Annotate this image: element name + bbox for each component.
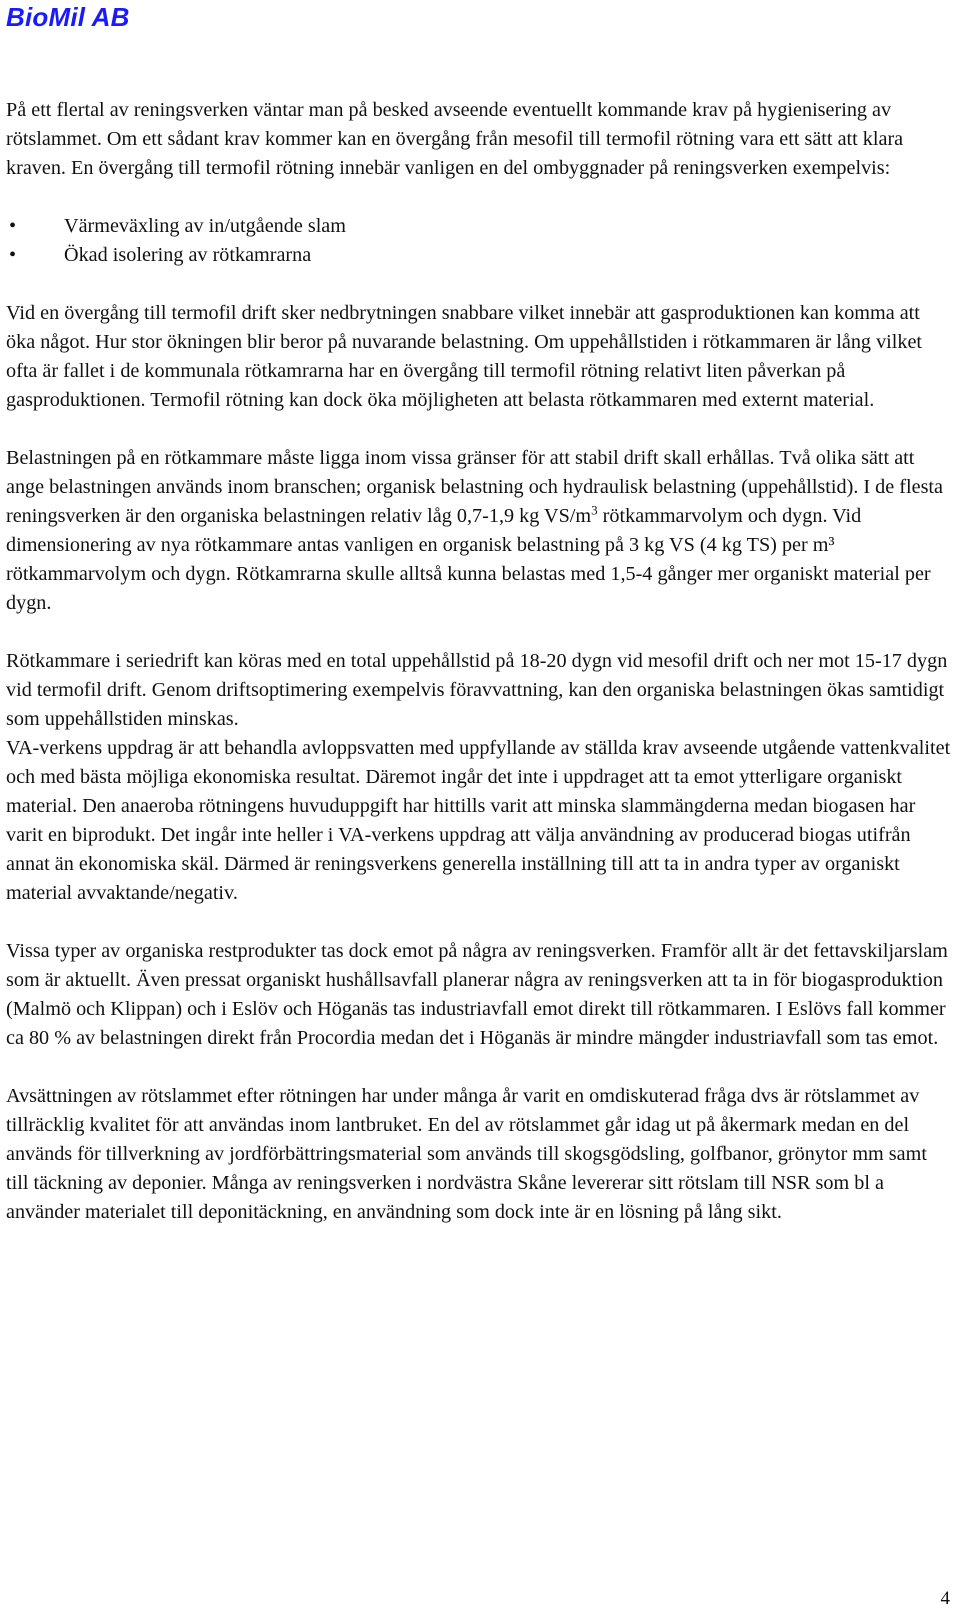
bullet-item <box>6 212 954 241</box>
paragraph-seriedrift: Rötkammare i seriedrift kan köras med en total uppehållstid på 18-20 dygn vid mesofil drift och ner mot 15-17 dygn vid termofil drift. Genom driftsoptimering exempelvis föravvattning, kan den organiska belastningen ökas samtidigt som uppehållstiden minskas. <box>6 650 948 730</box>
page-number: 4 <box>940 1588 950 1609</box>
company-name: BioMil AB <box>6 2 130 32</box>
paragraph-termofil-drift: Vid en övergång till termofil drift sker nedbrytningen snabbare vilket innebär att gasproduktionen kan komma att öka något. Hur stor ökningen blir beror på nuvarande belastning. Om uppehållstiden i rötkammaren är lång vilket ofta är fallet i de kommunala rötkamrarna har en övergång till termofil rötning relativt liten påverkan på gasproduktionen. Termofil rötning kan dock öka möjligheten att belasta rötkammaren med externt material. <box>6 302 923 411</box>
belastning-text-part1: Belastningen på en rötkammare måste ligga inom vissa gränser för att stabil drift skall erhållas. Två olika sätt att ange belastningen används inom branschen; organisk belastning och hydraulisk belastning (uppehållstid). I de flesta reningsverken är den organiska belastningen relativ låg 0,7-1,9 kg VS/m <box>6 447 943 527</box>
bullet-item <box>6 241 954 270</box>
superscript-three: 3 <box>591 502 598 518</box>
bullet-icon: • <box>9 244 17 266</box>
paragraph-hygienisering: På ett flertal av reningsverken väntar man på besked avseende eventuellt kommande krav på hygienisering av rötslammet. Om ett sådant krav kommer kan en övergång från mesofil till termofil rötning vara ett sätt att klara kraven. En övergång till termofil rötning innebär vanligen en del ombyggnader på reningsverken exempelvis: <box>6 99 904 179</box>
paragraph-avsattning: Avsättningen av rötslammet efter rötningen har under många år varit en omdiskuterad fråga dvs är rötslammet av tillräcklig kvalitet för att användas inom lantbruket. En del av rötslammet går idag ut på åkermark medan en del används för tillverkning av jordförbättringsmaterial som används till skogsgödsling, golfbanor, grönytor mm samt till täckning av deponier. Många av reningsverken i nordvästra Skåne levererar sitt rötslam till NSR som bl a använder materialet till deponitäckning, en användning som dock inte är en lösning på lång sikt. <box>6 1085 927 1223</box>
document-body <box>6 96 954 1256</box>
belastning-text-part2: rötkammarvolym och dygn. Vid dimensionering av nya rötkammare antas vanligen en organisk belastning på 3 kg VS (4 kg TS) per m³ rötkammarvolym och dygn. Rötkamrarna skulle alltså kunna belastas med 1,5-4 gånger mer organiskt material per dygn. <box>6 505 931 614</box>
paragraph-belastning <box>6 444 954 618</box>
bullet-text: Värmeväxling av in/utgående slam <box>64 215 346 237</box>
bullet-text: Ökad isolering av rötkamrarna <box>64 244 312 266</box>
paragraph-restprodukter: Vissa typer av organiska restprodukter tas dock emot på några av reningsverken. Framför allt är det fettavskiljarslam som är aktuellt. Även pressat organiskt hushållsavfall planerar några av reningsverken att ta in för biogasproduktion (Malmö och Klippan) och i Eslöv och Höganäs tas industriavfall emot direkt till rötkammaren. I Eslövs fall kommer ca 80 % av belastningen direkt från Procordia medan det i Höganäs är mindre mängder industriavfall som tas emot. <box>6 940 948 1049</box>
paragraph-va-verkens-uppdrag: VA-verkens uppdrag är att behandla avloppsvatten med uppfyllande av ställda krav avseende utgående vattenkvalitet och med bästa möjliga ekonomiska resultat. Däremot ingår det inte i uppdraget att ta emot ytterligare organiskt material. Den anaeroba rötningens huvuduppgift har hittills varit att minska slammängderna medan biogasen har varit en biprodukt. Det ingår inte heller i VA-verkens uppdrag att välja användning av producerad biogas utifrån annat än ekonomiska skäl. Därmed är reningsverkens generella inställning till att ta in andra typer av organiskt material avvaktande/negativ. <box>6 737 951 904</box>
bullet-list <box>6 212 954 270</box>
bullet-icon: • <box>9 215 17 237</box>
